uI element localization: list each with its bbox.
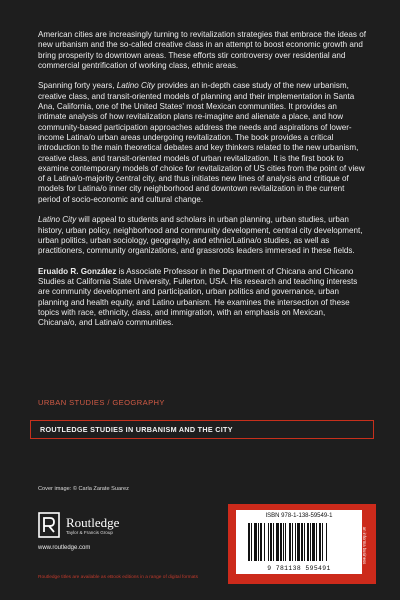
blurb-text <box>38 30 366 329</box>
summary-body: provides an in-depth case study of the new urbanism, creative class, and transit-oriented models of planning and their implementation in Santa Ana, California, one of the United States' most Mexican communities. It provides an intimate analysis of how revitalization plans re-imagine and alienate a place, and how community-based participation approaches address the needs and aspirations of lower-income Latina/o urban areas undergoing revitalization. The book provides a critical introduction to the main theoretical debates and key thinkers related to the new urbanism, creative class, and transit-oriented models of urban revitalization. It is the first book to examine contemporary models of choice for revitalization of US cities from the point of view of a Latina/o-majority central city, and thus initiates new lines of analysis and critique of models for Latina/o inner city neighborhood and downtown revitalization in the current period of socio-economic and cultural change. <box>38 81 365 204</box>
author-name: Erualdo R. González <box>38 266 117 276</box>
publisher-name: Routledge <box>66 514 120 530</box>
series-title: ROUTLEDGE STUDIES IN URBANISM AND THE CITY <box>40 425 233 434</box>
ebook-note: Routledge titles are available as eBook editions in a range of digital formats <box>38 575 198 580</box>
audience-paragraph <box>38 215 366 256</box>
summary-lead: Spanning forty years, <box>38 81 117 91</box>
barcode-box <box>236 510 362 574</box>
publisher-url: www.routledge.com <box>38 545 91 551</box>
intro-paragraph: American cities are increasingly turning to revitalization strategies that embrace the ideas of new urbanism and the so-called creative class in an attempt to boost economic growth and bring prosperity to downtown areas. These efforts stir controversy over residential and commercial gentrification of working class, ethnic areas. <box>38 30 366 70</box>
summary-paragraph <box>38 81 366 205</box>
routledge-logo-icon <box>38 512 60 538</box>
informa-label-text: an informa business <box>362 526 368 564</box>
book-title-inline-2: Latino City <box>38 215 77 225</box>
publisher-group: Taylor & Francis Group <box>66 529 113 535</box>
isbn-label: ISBN 978-1-138-59549-1 <box>265 513 333 519</box>
informa-vertical-label <box>360 512 370 578</box>
book-title-inline: Latino City <box>116 81 155 91</box>
subject-category: URBAN STUDIES / GEOGRAPHY <box>38 398 165 407</box>
audience-body: will appeal to students and scholars in urban planning, urban studies, urban history, urban policy, neighborhood and community development, central city development, urban politics, urban sociology, geography, and ethnic/Latina/o studies, as well as practitioners, community organizations, and grassroots leaders immersed in these fields. <box>38 215 363 256</box>
cover-credit: Cover image: © Carla Zarate Suarez <box>38 486 129 492</box>
author-bio-text: is Associate Professor in the Department of Chicana and Chicano Studies at California State University, Fullerton, USA. His research and teaching interests are community development and participation, urban politics and governance, urban planning and health equity, and Latino urbanism. He examines the intersection of these topics with race, ethnicity, class, and immigration, with an emphasis on Mexican, Chicana/o, and Latina/o communities. <box>38 266 358 328</box>
series-banner <box>30 420 374 439</box>
barcode-digits: 9 781138 595491 <box>267 565 331 572</box>
barcode-icon <box>248 523 350 561</box>
author-bio <box>38 267 366 329</box>
publisher-logo-block <box>38 512 119 538</box>
